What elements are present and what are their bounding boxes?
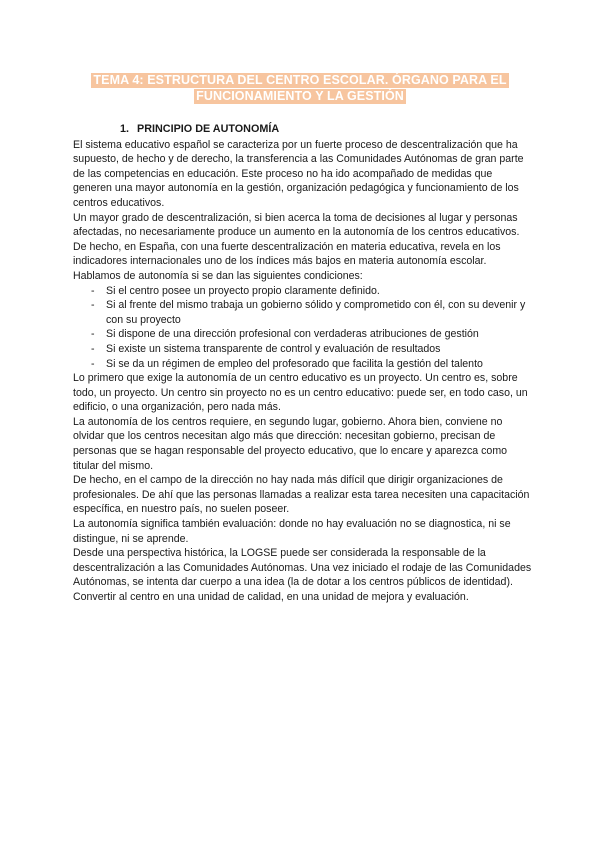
paragraph-1: El sistema educativo español se caracteriza por un fuerte proceso de descentralización que ha supuesto, de hecho y de derecho, la transferencia a las Comunidades Autónomas de gran parte de las competencias en educación. Este proceso no ha ido acompañado de medidas que generen una mayor autonomía en la gestión, organización pedagógica y funcionamiento de los centros educativos. xyxy=(73,138,524,209)
title-line-1: TEMA 4: ESTRUCTURA DEL CENTRO ESCOLAR. ÓRGANO PARA EL xyxy=(93,73,507,87)
title-line-2: FUNCIONAMIENTO Y LA GESTIÓN xyxy=(196,89,404,103)
section-heading xyxy=(120,122,533,137)
dash-bullet: - xyxy=(91,284,95,297)
paragraph-6: La autonomía significa también evaluación: donde no hay evaluación no se diagnostica, ni se distingue, ni se aprende. xyxy=(73,518,511,545)
dash-bullet: - xyxy=(91,299,95,312)
document-body xyxy=(73,122,533,605)
paragraph-3: Lo primero que exige la autonomía de un centro educativo es un proyecto. Un centro es, sobre todo, un proyecto. Un centro sin proyecto no es un centro educativo: puede ser, en todo caso, un edificio, o una organización, pero nada más. xyxy=(73,372,528,414)
dash-bullet: - xyxy=(91,342,95,355)
list-item-text: Si existe un sistema transparente de control y evaluación de resultados xyxy=(106,342,441,355)
paragraph-5: De hecho, en el campo de la dirección no hay nada más difícil que dirigir organizaciones de profesionales. De ahí que las personas llamadas a realizar esta tarea necesiten una capacitación específica, en nuestro país, no suelen poseer. xyxy=(73,474,530,516)
list-item-text: Si se da un régimen de empleo del profesorado que facilita la gestión del talento xyxy=(106,357,483,370)
list-item xyxy=(73,327,533,342)
paragraph-4: La autonomía de los centros requiere, en segundo lugar, gobierno. Ahora bien, conviene no olvidar que los centros necesitan algo más que dirección: necesitan gobierno, precisan de personas que se hagan responsable del proyecto educativo, que lo encare y aparezca como titular del mismo. xyxy=(73,415,508,472)
paragraph-2: Un mayor grado de descentralización, si bien acerca la toma de decisiones al lugar y personas afectadas, no necesariamente produce un aumento en la autonomía de los centros educativos. De hecho, en España, con una fuerte descentralización en materia educativa, revela en los indicadores internacionales uno de los índices más bajos en materia autonomía escolar. Hablamos de autonomía si se dan las siguientes condiciones: xyxy=(73,211,520,282)
section-heading-text: PRINCIPIO DE AUTONOMÍA xyxy=(137,123,280,135)
dash-bullet: - xyxy=(91,357,95,370)
list-item xyxy=(73,342,533,357)
list-item-text: Si dispone de una dirección profesional con verdaderas atribuciones de gestión xyxy=(106,328,479,341)
list-item xyxy=(73,298,533,327)
list-item-text: Si al frente del mismo trabaja un gobierno sólido y comprometido con él, con su devenir y con su proyecto xyxy=(106,299,526,326)
dash-bullet: - xyxy=(91,328,95,341)
conditions-list xyxy=(73,284,533,372)
paragraph-7: Desde una perspectiva histórica, la LOGSE puede ser considerada la responsable de la descentralización a las Comunidades Autónomas. Una vez iniciado el rodaje de las Comunidades Autónomas, se intenta dar cuerpo a una idea (la de dotar a los centros públicos de identidad). Convertir al centro en una unidad de calidad, en una unidad de mejora y evaluación. xyxy=(73,547,532,603)
section-number: 1. xyxy=(120,123,130,135)
list-item xyxy=(73,357,533,372)
list-item xyxy=(73,284,533,299)
document-title xyxy=(40,72,560,104)
list-item-text: Si el centro posee un proyecto propio claramente definido. xyxy=(106,284,380,297)
